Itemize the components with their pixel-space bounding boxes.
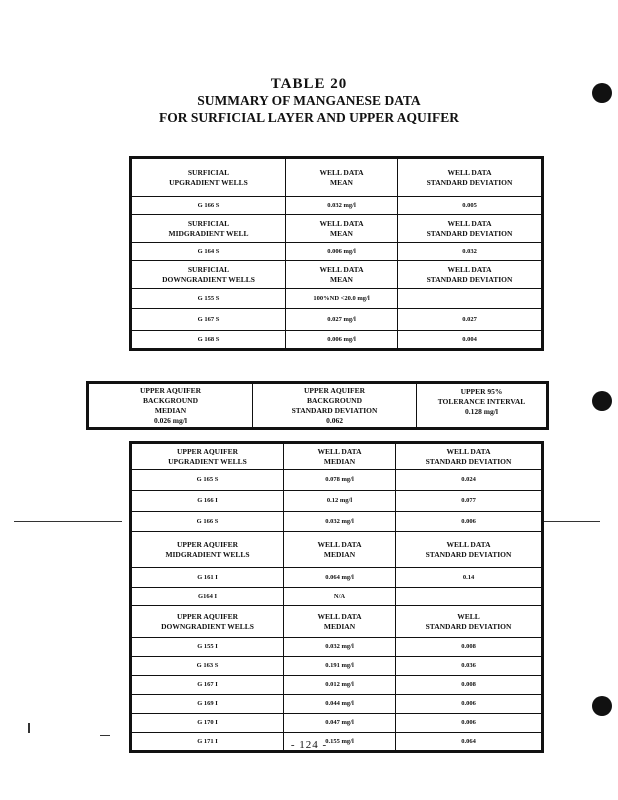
table-row xyxy=(132,588,542,606)
well-value: 0.032 mg/l xyxy=(286,197,398,215)
well-id: G 169 I xyxy=(132,695,284,714)
table-row xyxy=(132,512,542,532)
well-value: 0.078 mg/l xyxy=(284,470,396,491)
well-id: G 167 I xyxy=(132,676,284,695)
group-label: UPGRADIENT WELLS xyxy=(169,177,248,187)
table-row xyxy=(132,331,542,349)
background-label: UPPER AQUIFER xyxy=(303,385,366,395)
well-id: G 155 S xyxy=(132,289,286,309)
well-sd xyxy=(396,588,542,606)
section-header xyxy=(132,606,542,638)
well-value: 0.032 mg/l xyxy=(284,638,396,657)
well-id: G 166 I xyxy=(132,491,284,512)
table-row xyxy=(132,470,542,491)
column-header: WELL DATA xyxy=(319,264,364,274)
well-id: G 166 S xyxy=(132,512,284,532)
column-header: MEAN xyxy=(330,274,353,284)
column-header: WELL DATA xyxy=(319,218,364,228)
section-header xyxy=(132,444,542,470)
well-value: 0.12 mg/l xyxy=(284,491,396,512)
background-label: STANDARD DEVIATION xyxy=(291,405,378,415)
page-number: - 124 - xyxy=(290,739,328,751)
table-row xyxy=(132,676,542,695)
column-header: WELL DATA xyxy=(317,446,362,456)
group-label: UPPER AQUIFER xyxy=(176,611,239,621)
table-row xyxy=(132,657,542,676)
well-id: G 163 S xyxy=(132,657,284,676)
well-sd: 0.064 xyxy=(396,733,542,751)
background-label: UPPER AQUIFER xyxy=(139,385,202,395)
group-label: SURFICIAL xyxy=(187,264,230,274)
well-value: 0.155 mg/l xyxy=(284,733,396,751)
section-header xyxy=(132,261,542,289)
well-value: 0.191 mg/l xyxy=(284,657,396,676)
column-header: WELL xyxy=(457,611,480,621)
well-value: 0.064 mg/l xyxy=(284,568,396,588)
well-sd: 0.006 xyxy=(396,714,542,733)
group-label: SURFICIAL xyxy=(187,167,230,177)
column-header: WELL DATA xyxy=(447,167,492,177)
column-header: WELL DATA xyxy=(319,167,364,177)
column-header: WELL DATA xyxy=(447,218,492,228)
well-id: G 155 I xyxy=(132,638,284,657)
group-label: UPPER AQUIFER xyxy=(176,539,239,549)
well-id: G 167 S xyxy=(132,309,286,331)
binder-hole-middle xyxy=(592,391,612,411)
binder-hole-top xyxy=(592,83,612,103)
background-label: BACKGROUND xyxy=(142,395,198,405)
scan-line-right xyxy=(544,521,600,522)
table-row xyxy=(132,714,542,733)
well-id: G 168 S xyxy=(132,331,286,349)
group-label: SURFICIAL xyxy=(187,218,230,228)
column-header: WELL DATA xyxy=(317,539,362,549)
group-label: MIDGRADIENT WELLS xyxy=(165,549,250,559)
group-label: UPPER AQUIFER xyxy=(176,446,239,456)
well-id: G 171 I xyxy=(132,733,284,751)
well-value: 0.032 mg/l xyxy=(284,512,396,532)
table-row xyxy=(132,568,542,588)
table-row xyxy=(132,491,542,512)
group-label: UPGRADIENT WELLS xyxy=(168,456,247,466)
column-header: MEAN xyxy=(330,177,353,187)
table-row xyxy=(132,197,542,215)
column-header: STANDARD DEVIATION xyxy=(426,177,513,187)
table-row xyxy=(132,309,542,331)
well-sd: 0.14 xyxy=(396,568,542,588)
background-label: MEDIAN xyxy=(154,405,187,415)
column-header: STANDARD DEVIATION xyxy=(425,549,512,559)
section-header xyxy=(132,159,542,197)
column-header: MEDIAN xyxy=(323,456,356,466)
column-header: WELL DATA xyxy=(317,611,362,621)
well-sd: 0.006 xyxy=(396,512,542,532)
column-header: STANDARD DEVIATION xyxy=(426,274,513,284)
column-header: MEDIAN xyxy=(323,621,356,631)
table-row xyxy=(132,289,542,309)
well-id: G 170 I xyxy=(132,714,284,733)
column-header: MEDIAN xyxy=(323,549,356,559)
well-value: 0.044 mg/l xyxy=(284,695,396,714)
section-header xyxy=(132,215,542,243)
well-sd: 0.036 xyxy=(396,657,542,676)
column-header: WELL DATA xyxy=(447,264,492,274)
well-id: G 161 I xyxy=(132,568,284,588)
well-sd: 0.008 xyxy=(396,676,542,695)
scan-mark xyxy=(28,723,30,733)
table-title: SUMMARY OF MANGANESE DATA xyxy=(197,93,421,108)
binder-hole-bottom xyxy=(592,696,612,716)
well-sd: 0.027 xyxy=(398,309,542,331)
column-header: MEAN xyxy=(330,228,353,238)
background-value: 0.062 xyxy=(326,415,343,425)
column-header: WELL DATA xyxy=(446,446,491,456)
well-sd: 0.032 xyxy=(398,243,542,261)
background-label: BACKGROUND xyxy=(306,395,362,405)
well-sd: 0.024 xyxy=(396,470,542,491)
well-id: G 165 S xyxy=(132,470,284,491)
group-label: DOWNGRADIENT WELLS xyxy=(162,274,255,284)
group-label: MIDGRADIENT WELL xyxy=(168,228,249,238)
column-header: STANDARD DEVIATION xyxy=(426,228,513,238)
well-sd: 0.077 xyxy=(396,491,542,512)
scan-line-left xyxy=(14,521,122,522)
group-label: DOWNGRADIENT WELLS xyxy=(161,621,254,631)
well-value: N/A xyxy=(284,588,396,606)
well-value: 0.006 mg/l xyxy=(286,331,398,349)
well-id: G 164 S xyxy=(132,243,286,261)
well-value: 0.027 mg/l xyxy=(286,309,398,331)
well-sd: 0.004 xyxy=(398,331,542,349)
surficial-table xyxy=(131,158,542,349)
section-header xyxy=(132,532,542,568)
background-row xyxy=(89,384,547,428)
background-table xyxy=(88,383,547,428)
well-value: 0.012 mg/l xyxy=(284,676,396,695)
scan-mark xyxy=(100,735,110,736)
well-value: 0.006 mg/l xyxy=(286,243,398,261)
well-sd: 0.005 xyxy=(398,197,542,215)
column-header: STANDARD DEVIATION xyxy=(425,621,512,631)
background-label: UPPER 95% xyxy=(460,387,503,396)
table-row xyxy=(132,695,542,714)
well-value: 100%ND <20.0 mg/l xyxy=(286,289,398,309)
upper-aquifer-table xyxy=(131,443,542,751)
well-sd: 0.006 xyxy=(396,695,542,714)
table-row xyxy=(132,243,542,261)
table-row xyxy=(132,638,542,657)
background-value: 0.026 mg/l xyxy=(154,415,187,425)
background-label: TOLERANCE INTERVAL xyxy=(437,397,526,406)
well-sd: 0.008 xyxy=(396,638,542,657)
table-number: TABLE 20 xyxy=(270,76,348,92)
well-value: 0.047 mg/l xyxy=(284,714,396,733)
background-value: 0.128 mg/l xyxy=(465,407,498,416)
well-id: G 166 S xyxy=(132,197,286,215)
well-sd xyxy=(398,289,542,309)
well-id: G164 I xyxy=(132,588,284,606)
column-header: STANDARD DEVIATION xyxy=(425,456,512,466)
table-subtitle: FOR SURFICIAL LAYER AND UPPER AQUIFER xyxy=(159,110,459,125)
column-header: WELL DATA xyxy=(446,539,491,549)
